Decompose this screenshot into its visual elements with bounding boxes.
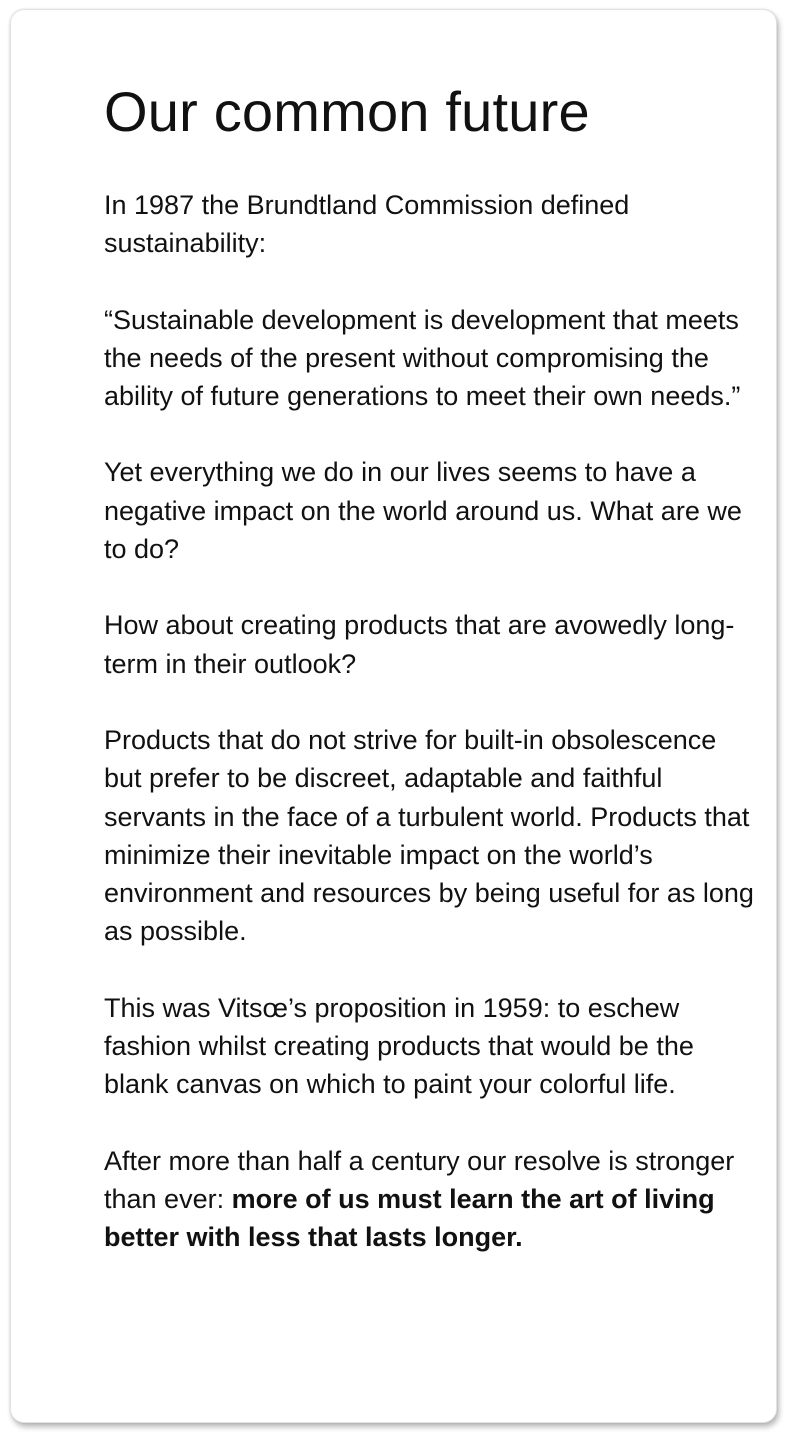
closing-emphasis: more of us must learn the art of living better with less that lasts longer. bbox=[104, 1183, 715, 1253]
paragraph-intro: In 1987 the Brundtland Commission defined sustainability: bbox=[104, 190, 630, 259]
paragraph-impact: Yet everything we do in our lives seems to have a negative impact on the world around us. What are we to do? bbox=[104, 457, 742, 565]
article bbox=[104, 78, 754, 1257]
page-title: Our common future bbox=[104, 80, 590, 143]
paragraph-closing bbox=[104, 1142, 754, 1257]
closing-text: After more than half a century our resolve is stronger than ever: bbox=[104, 1145, 735, 1214]
paragraph-proposition: This was Vitsœ’s proposition in 1959: to eschew fashion whilst creating products that would be the blank canvas on which to paint your colorful life. bbox=[104, 992, 694, 1100]
paragraph-products: Products that do not strive for built-in obsolescence but prefer to be discreet, adaptable and faithful servants in the face of a turbulent world. Products that minimize their inevitable impact on the world’s environment and resources by being useful for as long as possible. bbox=[104, 724, 754, 947]
paragraph-question: How about creating products that are avowedly long-term in their outlook? bbox=[104, 610, 735, 679]
paragraph-quote: “Sustainable development is development that meets the needs of the present without compromising the ability of future generations to meet their own needs.” bbox=[104, 304, 741, 412]
content-card bbox=[10, 9, 777, 1423]
